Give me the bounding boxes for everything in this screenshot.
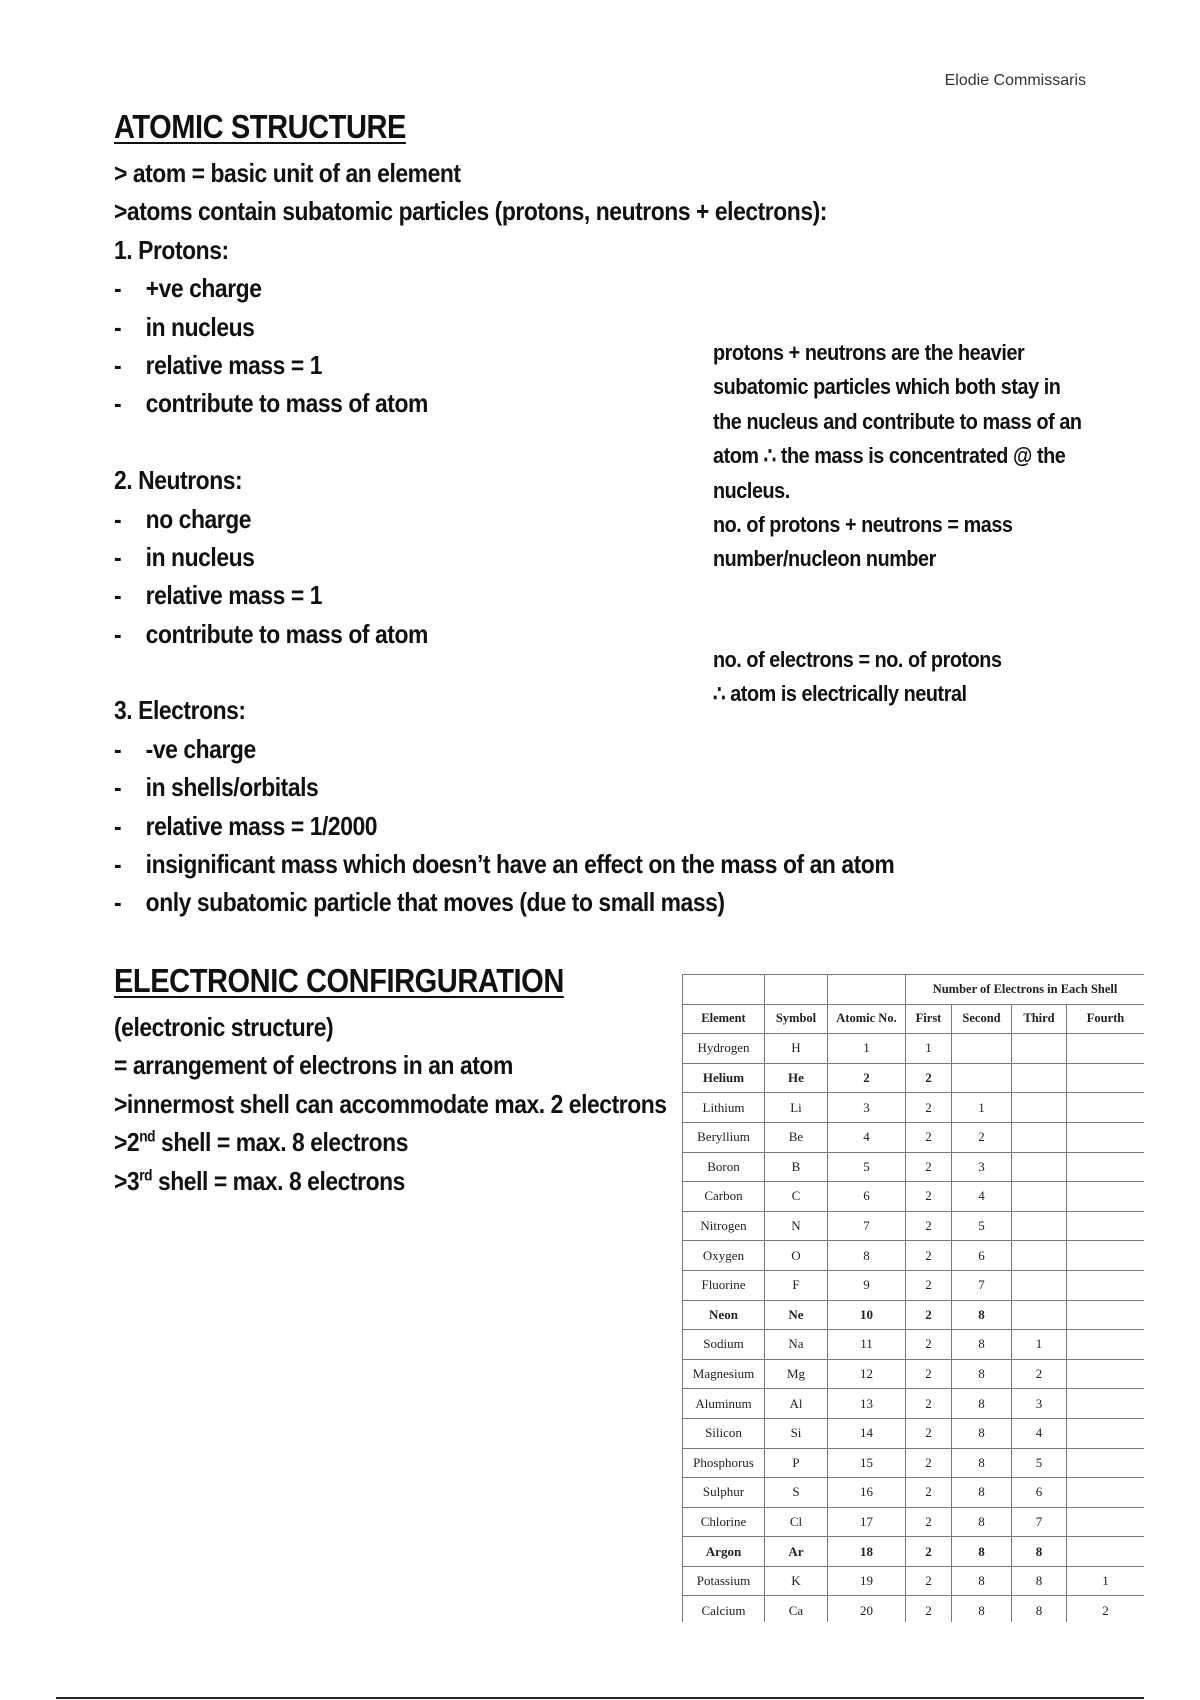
table-cell: 19	[828, 1566, 906, 1596]
table-cell: 1	[906, 1034, 952, 1064]
table-cell: 2	[906, 1596, 952, 1622]
table-cell: F	[765, 1270, 828, 1300]
table-row	[683, 1300, 1145, 1330]
config-line: >2nd shell = max. 8 electrons	[114, 1127, 409, 1158]
table-cell: 20	[828, 1596, 906, 1622]
table-cell: 15	[828, 1448, 906, 1478]
table-cell	[1067, 1418, 1145, 1448]
table-cell: 2	[906, 1448, 952, 1478]
table-cell: 8	[1012, 1566, 1067, 1596]
table-cell: Beryllium	[683, 1122, 765, 1152]
table-cell: 12	[828, 1359, 906, 1389]
table-cell: 3	[828, 1093, 906, 1123]
table-group-header-row	[683, 975, 1145, 1005]
table-row	[683, 1330, 1145, 1360]
table-cell: 7	[1012, 1507, 1067, 1537]
neutrons-title: 2. Neutrons:	[114, 465, 243, 496]
protons-title: 1. Protons:	[114, 234, 229, 265]
table-row	[683, 1389, 1145, 1419]
table-cell: Oxygen	[683, 1241, 765, 1271]
table-cell: C	[765, 1182, 828, 1212]
list-item: - in shells/orbitals	[114, 772, 319, 803]
table-cell: Calcium	[683, 1596, 765, 1622]
table-row	[683, 1270, 1145, 1300]
table-cell: Fluorine	[683, 1270, 765, 1300]
table-cell: 2	[906, 1330, 952, 1360]
table-cell: 5	[1012, 1448, 1067, 1478]
table-cell: 2	[906, 1093, 952, 1123]
table-cell	[1067, 1034, 1145, 1064]
table-cell: 8	[1012, 1596, 1067, 1622]
table-cell: 8	[1012, 1537, 1067, 1567]
table-cell: 1	[1012, 1330, 1067, 1360]
side-note-neutral: no. of electrons = no. of protons ∴ atom is electrically neutral	[713, 647, 1002, 707]
table-cell: Li	[765, 1093, 828, 1123]
table-cell: 2	[906, 1211, 952, 1241]
table-cell: 7	[952, 1270, 1012, 1300]
list-item: - relative mass = 1/2000	[114, 810, 378, 841]
table-row	[683, 1122, 1145, 1152]
table-cell: 2	[906, 1359, 952, 1389]
table-cell: Lithium	[683, 1093, 765, 1123]
footer-divider	[56, 1697, 1144, 1699]
table-cell: 16	[828, 1478, 906, 1508]
table-cell: 6	[1012, 1478, 1067, 1508]
table-cell: 17	[828, 1507, 906, 1537]
column-header: First	[906, 1004, 952, 1034]
table-cell: Cl	[765, 1507, 828, 1537]
table-cell: 1	[828, 1034, 906, 1064]
column-header: Second	[952, 1004, 1012, 1034]
table-cell	[1067, 1241, 1145, 1271]
table-cell: Al	[765, 1389, 828, 1419]
table-cell: 13	[828, 1389, 906, 1419]
list-item: - in nucleus	[114, 541, 255, 572]
table-cell: H	[765, 1034, 828, 1064]
table-cell	[952, 1063, 1012, 1093]
author-name: Elodie Commissaris	[944, 72, 1086, 89]
table-cell: Mg	[765, 1359, 828, 1389]
table-row	[683, 1507, 1145, 1537]
table-cell	[1012, 1241, 1067, 1271]
group-header: Number of Electrons in Each Shell	[906, 975, 1145, 1005]
table-cell	[1067, 1152, 1145, 1182]
table-row	[683, 1182, 1145, 1212]
table-cell: 2	[906, 1063, 952, 1093]
table-cell: 8	[952, 1359, 1012, 1389]
table-cell: 2	[952, 1122, 1012, 1152]
table-cell: 8	[952, 1537, 1012, 1567]
table-row	[683, 1596, 1145, 1622]
table-cell: 2	[906, 1418, 952, 1448]
table-cell: Ca	[765, 1596, 828, 1622]
table-cell	[1067, 1507, 1145, 1537]
table-cell: Carbon	[683, 1182, 765, 1212]
intro-line-1: > atom = basic unit of an element	[114, 158, 461, 188]
side-note-mass: protons + neutrons are the heavier subatomic particles which both stay in the nucleus and contribute to mass of an atom ∴ the mass is concentrated @ the nucleus. no. of protons + neutrons = mass number/nucleon number	[713, 340, 1082, 572]
table-cell	[1012, 1211, 1067, 1241]
table-cell: 2	[906, 1152, 952, 1182]
table-row	[683, 1241, 1145, 1271]
electronic-config-heading: ELECTRONIC CONFIRGURATION	[114, 962, 564, 999]
table-cell: 2	[906, 1270, 952, 1300]
table-cell: Argon	[683, 1537, 765, 1567]
table-row	[683, 1063, 1145, 1093]
column-header: Symbol	[765, 1004, 828, 1034]
table-cell: B	[765, 1152, 828, 1182]
table-cell	[1012, 1122, 1067, 1152]
table-cell: 8	[828, 1241, 906, 1271]
table-cell	[1067, 1093, 1145, 1123]
column-header: Atomic No.	[828, 1004, 906, 1034]
list-item: - only subatomic particle that moves (due to small mass)	[114, 887, 725, 918]
table-cell: 6	[828, 1182, 906, 1212]
electron-shell-table	[682, 974, 1144, 1622]
config-line: >3rd shell = max. 8 electrons	[114, 1165, 405, 1196]
table-cell: Silicon	[683, 1418, 765, 1448]
intro-line-2: >atoms contain subatomic particles (protons, neutrons + electrons):	[114, 196, 827, 227]
table-cell: Sodium	[683, 1330, 765, 1360]
table-cell: 2	[906, 1389, 952, 1419]
table-cell: 5	[952, 1211, 1012, 1241]
column-header: Fourth	[1067, 1004, 1145, 1034]
table-row	[683, 1566, 1145, 1596]
table-cell	[1067, 1478, 1145, 1508]
table-cell: 6	[952, 1241, 1012, 1271]
table-cell: 8	[952, 1300, 1012, 1330]
table-cell: 8	[952, 1330, 1012, 1360]
table-cell: 7	[828, 1211, 906, 1241]
config-line: (electronic structure)	[114, 1012, 334, 1042]
electrons-title: 3. Electrons:	[114, 695, 246, 726]
table-row	[683, 1418, 1145, 1448]
table-row	[683, 1211, 1145, 1241]
table-cell	[1012, 1300, 1067, 1330]
table-row	[683, 1034, 1145, 1064]
list-item: - no charge	[114, 503, 252, 534]
table-cell: 2	[906, 1478, 952, 1508]
table-cell: Si	[765, 1418, 828, 1448]
table-cell: 2	[1067, 1596, 1145, 1622]
table-cell: 2	[906, 1182, 952, 1212]
column-header: Third	[1012, 1004, 1067, 1034]
table-cell: Ne	[765, 1300, 828, 1330]
table-cell: 1	[952, 1093, 1012, 1123]
list-item: - -ve charge	[114, 733, 256, 764]
table-cell: 8	[952, 1448, 1012, 1478]
table-cell	[1067, 1300, 1145, 1330]
table-cell: 8	[952, 1566, 1012, 1596]
table-cell: Phosphorus	[683, 1448, 765, 1478]
table-cell: 18	[828, 1537, 906, 1567]
table-cell: 1	[1067, 1566, 1145, 1596]
table-cell: S	[765, 1478, 828, 1508]
list-item: - contribute to mass of atom	[114, 388, 428, 419]
list-item: - relative mass = 1	[114, 349, 323, 380]
table-cell: Chlorine	[683, 1507, 765, 1537]
table-cell: 2	[906, 1122, 952, 1152]
table-cell: Hydrogen	[683, 1034, 765, 1064]
table-cell: Sulphur	[683, 1478, 765, 1508]
table-cell: 8	[952, 1507, 1012, 1537]
table-cell: 14	[828, 1418, 906, 1448]
table-row	[683, 1093, 1145, 1123]
table-cell: 3	[1012, 1389, 1067, 1419]
table-cell: 8	[952, 1478, 1012, 1508]
table-cell: 9	[828, 1270, 906, 1300]
table-cell	[1012, 1034, 1067, 1064]
list-item: - insignificant mass which doesn’t have an effect on the mass of an atom	[114, 849, 895, 880]
table-row	[683, 1478, 1145, 1508]
table-cell: 5	[828, 1152, 906, 1182]
table-cell	[1012, 1093, 1067, 1123]
table-cell: 8	[952, 1418, 1012, 1448]
table-cell: 2	[906, 1566, 952, 1596]
config-line: >innermost shell can accommodate max. 2 electrons	[114, 1088, 667, 1119]
table-cell	[1067, 1122, 1145, 1152]
table-cell	[1012, 1152, 1067, 1182]
table-cell: Be	[765, 1122, 828, 1152]
list-item: - +ve charge	[114, 273, 262, 304]
table-cell	[1067, 1182, 1145, 1212]
table-cell: 10	[828, 1300, 906, 1330]
table-header-row	[683, 1004, 1145, 1034]
table-cell: Nitrogen	[683, 1211, 765, 1241]
table-cell: 2	[1012, 1359, 1067, 1389]
table-cell: 11	[828, 1330, 906, 1360]
list-item: - relative mass = 1	[114, 580, 323, 611]
table-cell: N	[765, 1211, 828, 1241]
table-cell: 2	[906, 1300, 952, 1330]
table-cell: 2	[906, 1507, 952, 1537]
table-cell: 2	[906, 1537, 952, 1567]
table-cell	[1067, 1270, 1145, 1300]
config-line: = arrangement of electrons in an atom	[114, 1050, 513, 1081]
table-cell: 4	[1012, 1418, 1067, 1448]
table-row	[683, 1152, 1145, 1182]
table-cell: He	[765, 1063, 828, 1093]
table-cell	[1012, 1063, 1067, 1093]
table-cell: Helium	[683, 1063, 765, 1093]
column-header: Element	[683, 1004, 765, 1034]
table-cell	[1067, 1330, 1145, 1360]
list-item: - contribute to mass of atom	[114, 618, 428, 649]
table-cell	[1012, 1182, 1067, 1212]
atomic-structure-heading: ATOMIC STRUCTURE	[114, 108, 406, 145]
table-cell: 2	[906, 1241, 952, 1271]
table-cell: Aluminum	[683, 1389, 765, 1419]
table-cell	[1012, 1270, 1067, 1300]
table-cell: Neon	[683, 1300, 765, 1330]
table-cell: 4	[952, 1182, 1012, 1212]
electronic-config-notes	[114, 1008, 667, 1200]
table-cell: 4	[828, 1122, 906, 1152]
list-item: - in nucleus	[114, 311, 255, 342]
table-cell: 3	[952, 1152, 1012, 1182]
table-cell	[1067, 1359, 1145, 1389]
table-cell: Na	[765, 1330, 828, 1360]
table-cell	[1067, 1211, 1145, 1241]
table-cell: 8	[952, 1596, 1012, 1622]
table-cell	[952, 1034, 1012, 1064]
table-cell: Ar	[765, 1537, 828, 1567]
table-cell	[1067, 1063, 1145, 1093]
table-cell: Magnesium	[683, 1359, 765, 1389]
table-row	[683, 1448, 1145, 1478]
table-cell: Boron	[683, 1152, 765, 1182]
table-cell: O	[765, 1241, 828, 1271]
table-cell: 2	[828, 1063, 906, 1093]
table-cell	[1067, 1389, 1145, 1419]
table-cell: Potassium	[683, 1566, 765, 1596]
table-cell: K	[765, 1566, 828, 1596]
table-row	[683, 1359, 1145, 1389]
table-cell: P	[765, 1448, 828, 1478]
table-cell: 8	[952, 1389, 1012, 1419]
table-cell	[1067, 1448, 1145, 1478]
table-row	[683, 1537, 1145, 1567]
table-cell	[1067, 1537, 1145, 1567]
